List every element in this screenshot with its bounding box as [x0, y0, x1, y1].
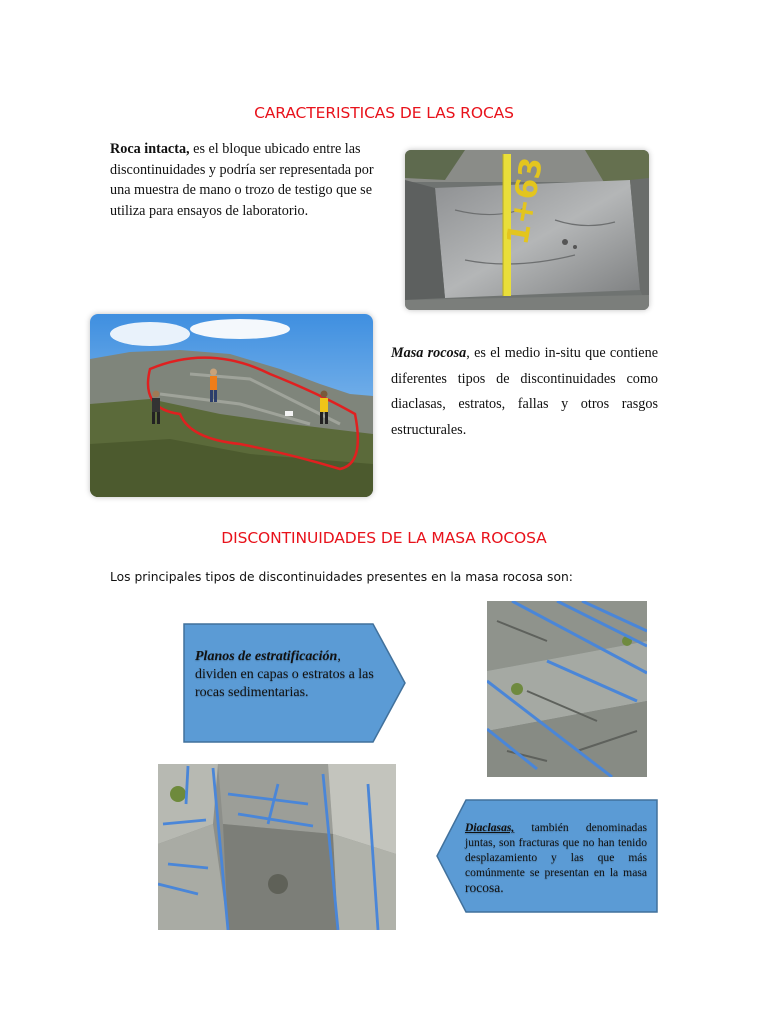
- rock-mass-photo: [90, 314, 373, 497]
- diaclasas-text-block: [465, 820, 647, 896]
- planos-callout: [183, 623, 407, 743]
- bedding-planes-photo: [487, 601, 647, 777]
- roca-intacta-term: Roca intacta,: [110, 141, 190, 157]
- masa-rocosa-text: , es el medio in-situ que contiene diferentes tipos de discontinuidades como diaclasas, estratos, fallas y otros rasgos estructurales.: [391, 345, 658, 438]
- masa-rocosa-paragraph: [391, 341, 658, 443]
- planos-term: Planos de estratificación: [195, 649, 338, 664]
- diaclasas-term: Diaclasas,: [465, 821, 515, 834]
- diaclasas-text: también denominadas juntas, son fracturas que no han tenido desplazamiento y las que más comúnmente se presentan en la masa: [465, 821, 647, 879]
- intact-rock-photo: [405, 150, 649, 310]
- page-title: CARACTERISTICAS DE LAS ROCAS: [254, 104, 514, 122]
- diaclasas-callout: [436, 799, 658, 913]
- painted-label-text: 1+63: [500, 154, 551, 248]
- joints-photo: [158, 764, 396, 930]
- planos-text-block: [195, 648, 375, 702]
- section-title-discontinuidades: DISCONTINUIDADES DE LA MASA ROCOSA: [221, 529, 547, 547]
- masa-rocosa-term: Masa rocosa: [391, 345, 467, 361]
- lead-sentence: Los principales tipos de discontinuidades presentes en la masa rocosa son:: [110, 570, 573, 584]
- diaclasas-text-end: rocosa.: [465, 880, 504, 895]
- roca-intacta-paragraph: [110, 139, 390, 221]
- planos-text: , dividen en capas o estratos a las rocas sedimentarias.: [195, 649, 374, 700]
- roca-intacta-text: es el bloque ubicado entre las discontinuidades y podría ser representada por una muestra de mano o trozo de testigo que se utiliza para ensayos de laboratorio.: [110, 141, 374, 219]
